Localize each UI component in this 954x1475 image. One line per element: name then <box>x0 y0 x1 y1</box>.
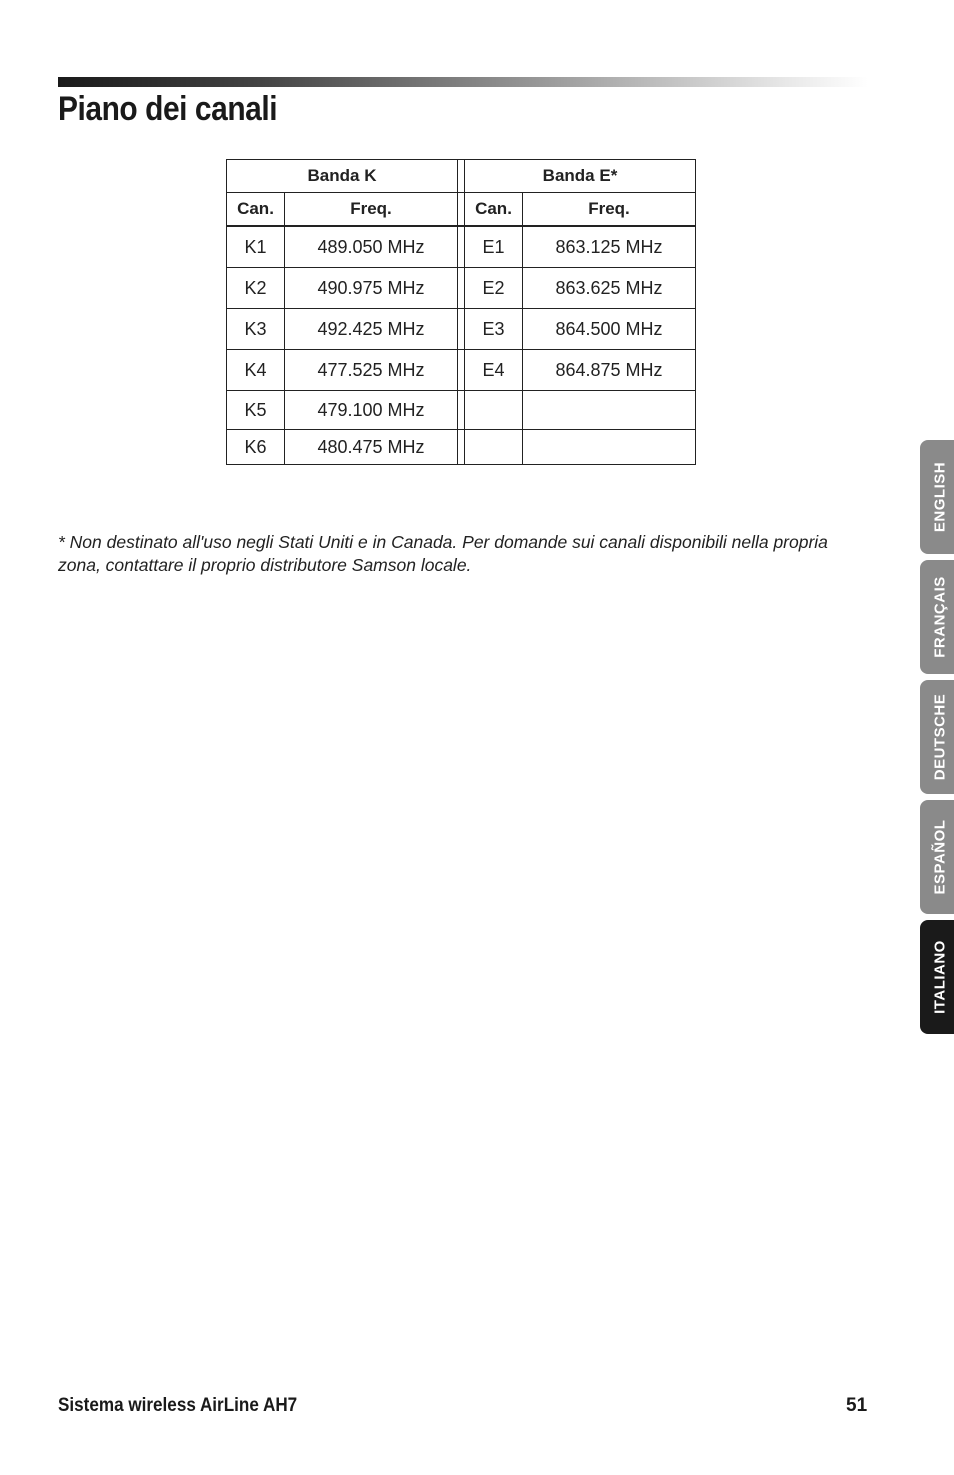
column-divider <box>458 226 465 268</box>
channel-table <box>226 159 696 465</box>
column-divider <box>458 350 465 391</box>
header-rule <box>58 77 868 87</box>
k-frequency-cell: 490.975 MHz <box>285 268 458 309</box>
e-can-header: Can. <box>465 193 523 227</box>
k-frequency-cell: 477.525 MHz <box>285 350 458 391</box>
band-k-header: Banda K <box>227 160 458 193</box>
k-channel-cell: K2 <box>227 268 285 309</box>
column-header-row <box>227 193 696 227</box>
tab-label: ITALIANO <box>931 940 949 1014</box>
tab-francais[interactable] <box>920 560 954 674</box>
k-frequency-cell: 492.425 MHz <box>285 309 458 350</box>
k-frequency-cell: 479.100 MHz <box>285 391 458 430</box>
k-channel-cell: K4 <box>227 350 285 391</box>
tab-espanol[interactable] <box>920 800 954 914</box>
tab-label: ESPAÑOL <box>931 819 949 895</box>
column-divider <box>458 268 465 309</box>
k-channel-cell: K3 <box>227 309 285 350</box>
tab-italiano[interactable] <box>920 920 954 1034</box>
page-title: Piano dei canali <box>58 90 278 128</box>
tab-label: FRANÇAIS <box>931 576 949 658</box>
page-number: 51 <box>846 1395 868 1416</box>
footer-title: Sistema wireless AirLine AH7 <box>58 1395 298 1416</box>
tab-deutsche[interactable] <box>920 680 954 794</box>
column-divider <box>458 391 465 430</box>
tab-english[interactable] <box>920 440 954 554</box>
column-divider <box>458 430 465 465</box>
column-divider <box>458 160 465 193</box>
k-channel-cell: K6 <box>227 430 285 465</box>
e-freq-header: Freq. <box>523 193 696 227</box>
band-header-row <box>227 160 696 193</box>
e-channel-cell <box>465 391 523 430</box>
footnote: * Non destinato all'uso negli Stati Uniti e in Canada. Per domande sui canali disponibili nella propria zona, contattare il proprio distributore Samson locale. <box>58 532 828 575</box>
k-frequency-cell: 480.475 MHz <box>285 430 458 465</box>
k-channel-cell: K5 <box>227 391 285 430</box>
e-frequency-cell: 864.500 MHz <box>523 309 696 350</box>
e-frequency-cell: 863.125 MHz <box>523 226 696 268</box>
e-channel-cell: E1 <box>465 226 523 268</box>
e-channel-cell: E4 <box>465 350 523 391</box>
table-row <box>227 350 696 391</box>
e-frequency-cell: 864.875 MHz <box>523 350 696 391</box>
e-frequency-cell <box>523 391 696 430</box>
table-row <box>227 391 696 430</box>
table-row <box>227 226 696 268</box>
table-row <box>227 268 696 309</box>
k-frequency-cell: 489.050 MHz <box>285 226 458 268</box>
e-frequency-cell: 863.625 MHz <box>523 268 696 309</box>
e-channel-cell: E3 <box>465 309 523 350</box>
k-channel-cell: K1 <box>227 226 285 268</box>
tab-label: DEUTSCHE <box>931 693 949 781</box>
k-freq-header: Freq. <box>285 193 458 227</box>
band-e-header: Banda E* <box>465 160 696 193</box>
tab-label: ENGLISH <box>931 461 949 533</box>
e-channel-cell <box>465 430 523 465</box>
e-channel-cell: E2 <box>465 268 523 309</box>
table-row <box>227 430 696 465</box>
column-divider <box>458 193 465 227</box>
k-can-header: Can. <box>227 193 285 227</box>
e-frequency-cell <box>523 430 696 465</box>
table-row <box>227 309 696 350</box>
column-divider <box>458 309 465 350</box>
